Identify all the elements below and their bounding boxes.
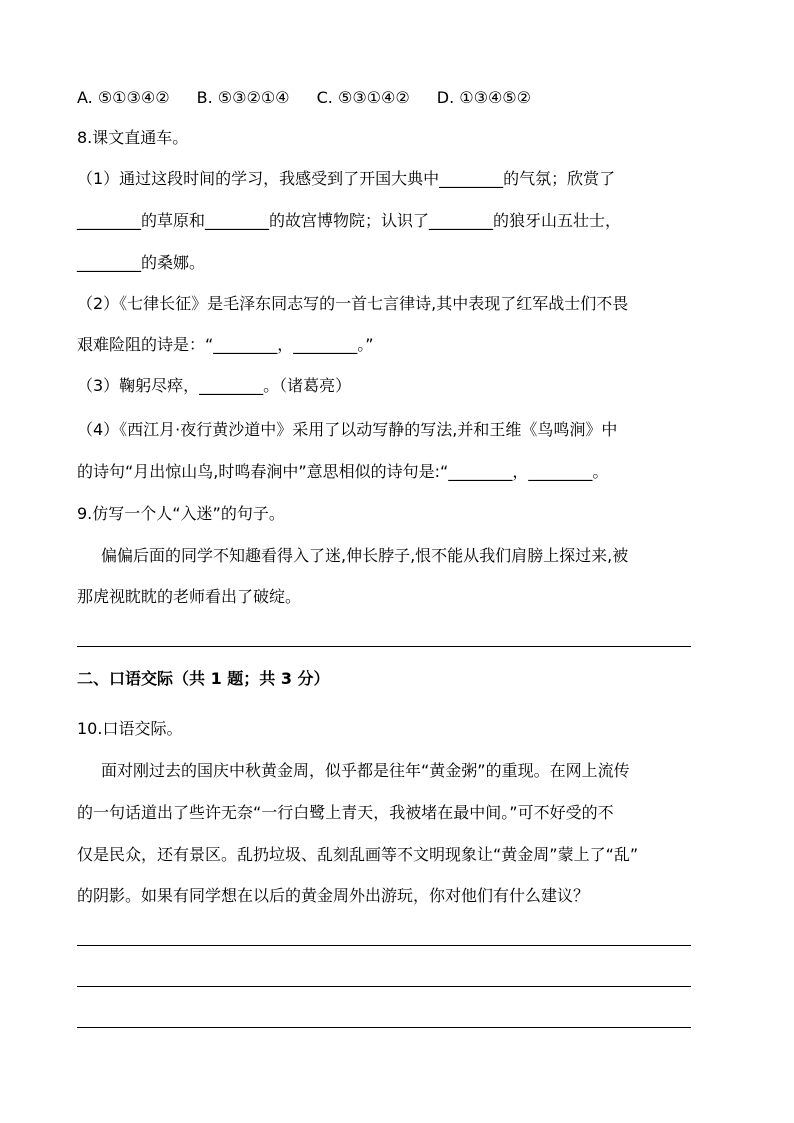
option-d: D. ①③④⑤②: [436, 88, 531, 107]
q10-line4: 的阴影。如果有同学想在以后的黄金周外出游玩，你对他们有什么建议？: [77, 886, 590, 905]
q8-p4-line1: （4）《西江月·夜行黄沙道中》采用了以动写静的写法,并和王维《鸟鸣涧》中: [77, 420, 618, 439]
q10-line3: 仅是民众，还有景区。乱扔垃圾、乱刻乱画等不文明现象让“黄金周”蒙上了“乱”: [77, 845, 639, 864]
q10-line1: 面对刚过去的国庆中秋黄金周，似乎都是往年“黄金粥”的重现。在网上流传: [101, 761, 630, 780]
q8-p1-line2: ________的草原和________的故宫博物院；认识了________的狼牙山五壮士，: [77, 211, 622, 230]
q8-p2-line2: 艰难险阻的诗是：“________，________。”: [77, 335, 374, 354]
q8-p1-line1: （1）通过这段时间的学习，我感受到了开国大典中________的气氛；欣赏了: [77, 169, 616, 188]
q9-line2: 那虎视眈眈的老师看出了破绽。: [77, 587, 302, 606]
section2-heading: 二、口语交际（共 1 题；共 3 分）: [77, 669, 330, 688]
q7-options: [77, 86, 717, 110]
q8-p4-line2: 的诗句“月出惊山鸟,时鸣春涧中”意思相似的诗句是:“________，________。: [77, 462, 609, 481]
q9-answer-line: [77, 646, 691, 647]
option-b: B. ⑤③②①④: [196, 88, 290, 107]
q8-p3: （3）鞠躬尽瘁，________。（诸葛亮）: [77, 376, 352, 395]
q9-title: 9.仿写一个人“入迷”的句子。: [77, 504, 285, 523]
q10-line2: 的一句话道出了些许无奈“一行白鹭上青天，我被堵在最中间。”可不好受的不: [77, 803, 614, 822]
q10-title: 10.口语交际。: [77, 719, 183, 738]
option-a: A. ⑤①③④②: [77, 88, 170, 107]
q10-answer-line-3: [77, 1027, 691, 1028]
q8-title: 8.课文直通车。: [77, 128, 189, 147]
q8-p1-line3: ________的桑娜。: [77, 253, 206, 272]
q9-line1: 偏偏后面的同学不知趣看得入了迷,伸长脖子,恨不能从我们肩膀上探过来,被: [101, 546, 629, 565]
option-c: C. ⑤③①④②: [316, 88, 410, 107]
q8-p2-line1: （2）《七律长征》是毛泽东同志写的一首七言律诗,其中表现了红军战士们不畏: [77, 294, 629, 313]
q10-answer-line-2: [77, 986, 691, 987]
q10-answer-line-1: [77, 945, 691, 946]
